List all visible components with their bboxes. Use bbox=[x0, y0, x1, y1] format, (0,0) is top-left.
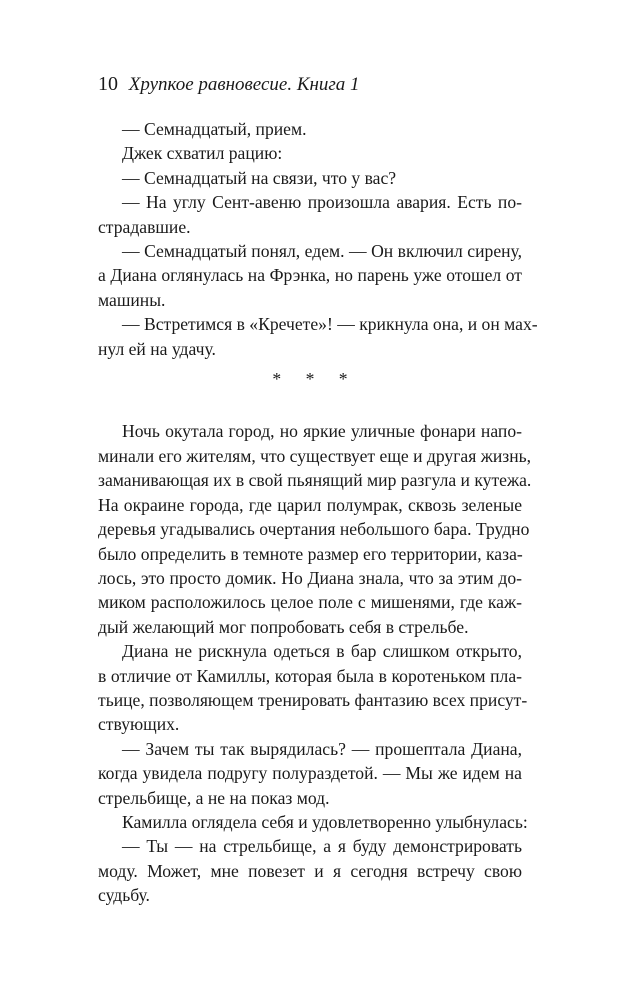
text-line: нул ей на удачу. bbox=[98, 338, 216, 359]
text-line: в отличие от Камиллы, которая была в коротеньком пла- bbox=[98, 665, 522, 686]
text-line: дый желающий мог попробовать себя в стрельбе. bbox=[98, 616, 469, 637]
text-line: деревья угадывались очертания небольшого бара. Трудно bbox=[98, 519, 530, 540]
text-line: Ночь окутала город, но яркие уличные фонари напо- bbox=[122, 421, 522, 442]
text-line: — На углу Сент-авеню произошла авария. Есть по- bbox=[122, 192, 522, 213]
text-line: минали его жителям, что существует еще и другая жизнь, bbox=[98, 445, 532, 466]
section-separator: * * * bbox=[272, 369, 358, 390]
text-line: страдавшие. bbox=[98, 216, 191, 237]
text-line: — Зачем ты так вырядилась? — прошептала Диана, bbox=[122, 738, 522, 759]
text-line: — Семнадцатый, прием. bbox=[122, 119, 307, 139]
text-line: судьбу. bbox=[98, 885, 150, 906]
text-block-dialogue bbox=[98, 117, 538, 361]
text-line: стрельбище, а не на показ мод. bbox=[98, 787, 330, 808]
running-header bbox=[98, 72, 360, 97]
text-line: а Диана оглянулась на Фрэнка, но парень уже отошел от bbox=[98, 265, 522, 286]
text-line: было определить в темноте размер его территории, каза- bbox=[98, 543, 523, 564]
page-number: 10 bbox=[98, 73, 118, 95]
text-block-narrative bbox=[98, 419, 532, 907]
text-line: заманивающая их в свой пьянящий мир разгула и кутежа. bbox=[98, 470, 532, 491]
text-line: — Семнадцатый на связи, что у вас? bbox=[122, 167, 397, 188]
text-line: — Семнадцатый понял, едем. — Он включил сирену, bbox=[122, 241, 522, 262]
text-line: На окраине города, где царил полумрак, сквозь зеленые bbox=[98, 494, 522, 515]
text-line: ствующих. bbox=[98, 714, 180, 735]
text-line: — Встретимся в «Кречете»! — крикнула она, и он мах- bbox=[122, 314, 538, 335]
text-line: Камилла оглядела себя и удовлетворенно улыбнулась: bbox=[122, 811, 528, 832]
text-line: когда увидела подругу полураздетой. — Мы же идем на bbox=[98, 763, 522, 784]
text-line: лось, это просто домик. Но Диана знала, что за этим до- bbox=[98, 567, 522, 588]
text-line: миком расположилось целое поле с мишенями, где каж- bbox=[98, 592, 522, 613]
running-title: Хрупкое равновесие. Книга 1 bbox=[128, 74, 360, 95]
text-line: тьице, позволяющем тренировать фантазию всех присут- bbox=[98, 689, 528, 710]
text-line: моду. Может, мне повезет и я сегодня встречу свою bbox=[98, 860, 522, 881]
text-line: машины. bbox=[98, 289, 166, 310]
text-line: Джек схватил рацию: bbox=[122, 143, 283, 164]
text-line: — Ты — на стрельбище, а я буду демонстрировать bbox=[122, 836, 522, 857]
page-body bbox=[98, 117, 538, 908]
text-line: Диана не рискнула одеться в бар слишком открыто, bbox=[122, 641, 522, 662]
